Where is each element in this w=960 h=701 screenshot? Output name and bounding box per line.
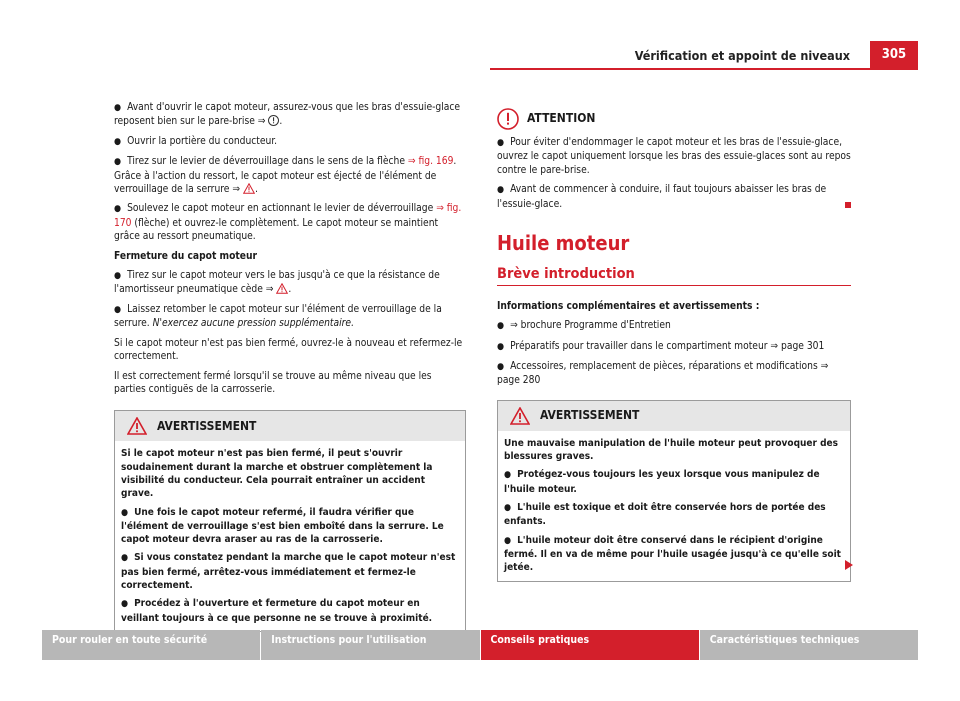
warning-box [114, 410, 466, 632]
warning-body: Une mauvaise manipulation de l'huile moteur peut provoquer des blessures graves. ● Protégez-vous toujours les yeux lorsque vous manipulez de l'huile moteur. ● L'huile est toxique et doit être conservée hors de portée des enfants. ● L'huile moteur doit être conservé dans le récipient d'origine fermé. Il en va de même pour l'huile usagée jusqu'à ce qu'elle soit jetée. [498, 431, 850, 581]
fig-170-link[interactable]: ⇒ fig. 170 [114, 203, 462, 229]
right-column [497, 108, 851, 582]
list-item: ● Avant de commencer à conduire, il faut toujours abaisser les bras de l'essuie-glace. [497, 183, 851, 211]
warning-triangle-icon [127, 417, 147, 435]
list-item: ● Pour éviter d'endommager le capot moteur et les bras de l'essuie-glace, ouvrez le capot uniquement lorsque les bras des essuie-glaces sont au repos contre le pare-brise. [497, 137, 851, 176]
warning-box [497, 400, 851, 582]
list-item: ● Tirez sur le levier de déverrouillage dans le sens de la flèche ⇒ fig. 169. Grâce à l'action du ressort, le capot moteur est éjecté de l'élément de verrouillage de la serrure ⇒ . [114, 156, 457, 196]
warning-triangle-icon [510, 407, 530, 425]
section-title: Vérification et appoint de niveaux [634, 48, 850, 63]
list-item: ● Préparatifs pour travailler dans le compartiment moteur ⇒ page 301 [497, 340, 825, 352]
list-item: ● Avant d'ouvrir le capot moteur, assurez-vous que les bras d'essuie-glace reposent bien sur le pare-brise ⇒ . [114, 102, 461, 128]
list-item: ● L'huile moteur doit être conservé dans le récipient d'origine fermé. Il en va de même pour l'huile usagée jusqu'à ce qu'elle soit jetée. [504, 534, 841, 574]
continue-arrow-icon [845, 560, 853, 570]
tab-practical-tips[interactable]: Conseils pratiques [481, 630, 699, 660]
list-item: ● Si vous constatez pendant la marche que le capot moteur n'est pas bien fermé, arrêtez-vous immédiatement et fermez-le correctement. [121, 552, 456, 591]
list-item: ● Accessoires, remplacement de pièces, réparations et modifications ⇒ page 280 [497, 361, 829, 387]
left-column [114, 101, 466, 632]
list-item: ● Ouvrir la portière du conducteur. [114, 135, 278, 147]
fig-169-link[interactable]: ⇒ fig. 169 [407, 156, 454, 168]
attention-header: ATTENTION [497, 108, 851, 130]
header-rule [490, 68, 918, 70]
page-number: 305 [870, 41, 918, 68]
paragraph: Si le capot moteur n'est pas bien fermé, ouvrez-le à nouveau et refermez-le correctement. [114, 337, 463, 363]
paragraph: Il est correctement fermé lorsqu'il se trouve au même niveau que les parties contiguës de la carrosserie. [114, 370, 432, 395]
attention-icon [497, 108, 519, 130]
closing-heading: Fermeture du capot moteur [114, 250, 258, 262]
tab-safety[interactable]: Pour rouler en toute sécurité [42, 630, 260, 660]
warning-icon [243, 183, 255, 194]
list-item: ● Soulevez le capot moteur en actionnant le levier de déverrouillage ⇒ fig. 170 (flèche) et ouvrez-le complètement. Le capot moteur se maintient grâce au ressort pneumatique. [114, 203, 462, 243]
list-item: ● Une fois le capot moteur refermé, il faudra vérifier que l'élément de verrouillage s'est bien emboîté dans la serrure. Le capot moteur devra araser au ras de la carrosserie. [121, 506, 444, 546]
end-marker [845, 202, 851, 208]
tab-instructions[interactable]: Instructions pour l'utilisation [261, 630, 479, 660]
list-item: ● ⇒ brochure Programme d'Entretien [497, 320, 671, 332]
info-heading: Informations complémentaires et avertissements : [497, 300, 760, 312]
list-item: ● Protégez-vous toujours les yeux lorsque vous manipulez de l'huile moteur. [504, 469, 820, 495]
warning-header: AVERTISSEMENT [115, 411, 465, 441]
list-item: ● Procédez à l'ouverture et fermeture du capot moteur en veillant toujours à ce que personne ne se trouve à proximité. [121, 598, 433, 624]
footer-nav [42, 630, 918, 660]
list-item: ● Laissez retomber le capot moteur sur l'élément de verrouillage de la serrure. N'exercez aucune pression supplémentaire. [114, 303, 442, 330]
list-item: ● L'huile est toxique et doit être conservée hors de portée des enfants. [504, 502, 826, 528]
chapter-title: Huile moteur [497, 231, 630, 256]
list-item: ● Tirez sur le capot moteur vers le bas jusqu'à ce que la résistance de l'amortisseur pneumatique cède ⇒ . [114, 270, 440, 296]
warning-header: AVERTISSEMENT [498, 401, 850, 431]
tab-technical-specs[interactable]: Caractéristiques techniques [700, 630, 918, 660]
warning-body: Si le capot moteur n'est pas bien fermé, il peut s'ouvrir soudainement durant la marche et obstruer complètement la visibilité du conducteur. Cela pourrait entraîner un accident grave. ● Une fois le capot moteur refermé, il faudra vérifier que l'élément de verrouillage s'est bien emboîté dans la serrure. Le capot moteur devra araser au ras de la carrosserie. ● Si vous constatez pendant la marche que le capot moteur n'est pas bien fermé, arrêtez-vous immédiatement et fermez-le correctement. ● Procédez à l'ouverture et fermeture du capot moteur en veillant toujours à ce que personne ne se trouve à proximité. [115, 441, 465, 631]
section-heading: Brève introduction [497, 268, 851, 285]
warning-icon [276, 283, 288, 294]
attention-icon [268, 115, 279, 126]
